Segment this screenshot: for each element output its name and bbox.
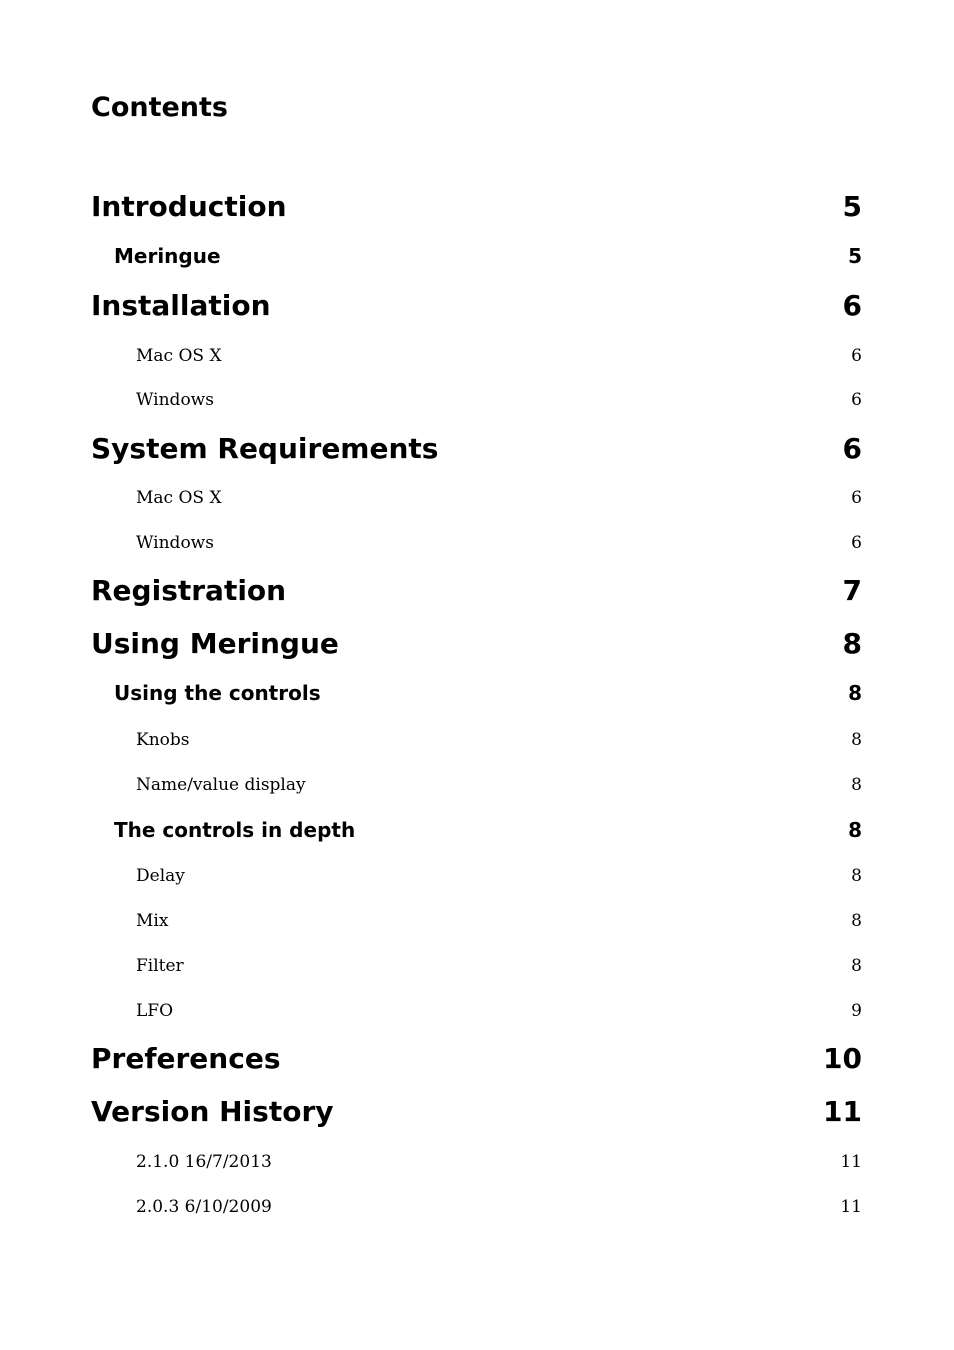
toc-entry-page: 8 <box>851 911 862 931</box>
toc-entry-requirements-windows[interactable] <box>91 523 862 563</box>
toc-entry-controls-in-depth[interactable] <box>91 810 862 850</box>
toc-entry-version-2-0-3[interactable] <box>91 1187 862 1227</box>
toc-entry-page: 5 <box>842 189 862 223</box>
toc-entry-page: 10 <box>823 1041 862 1075</box>
toc-entry-label: Windows <box>136 390 214 410</box>
toc-entry-name-value-display[interactable] <box>91 765 862 805</box>
toc-entry-introduction[interactable] <box>91 186 862 226</box>
toc-entry-label: 2.1.0 16/7/2013 <box>136 1152 272 1172</box>
toc-entry-page: 8 <box>848 818 862 842</box>
toc-entry-label: Version History <box>91 1094 334 1128</box>
toc-entry-page: 8 <box>848 681 862 705</box>
toc-entry-page: 7 <box>842 573 862 607</box>
toc-entry-label: Using the controls <box>114 681 321 705</box>
toc-entry-page: 11 <box>840 1197 862 1217</box>
toc-entry-label: Filter <box>136 956 184 976</box>
toc-entry-label: Mac OS X <box>136 346 222 366</box>
toc-entry-installation-mac-os-x[interactable] <box>91 336 862 376</box>
toc-entry-page: 6 <box>842 288 862 322</box>
toc-entry-label: Mix <box>136 911 169 931</box>
toc-entry-page: 8 <box>851 730 862 750</box>
toc-entry-preferences[interactable] <box>91 1038 862 1078</box>
toc-entry-installation-windows[interactable] <box>91 380 862 420</box>
toc-entry-page: 6 <box>851 390 862 410</box>
toc-entry-label: Mac OS X <box>136 488 222 508</box>
toc-entry-using-meringue[interactable] <box>91 623 862 663</box>
toc-entry-page: 8 <box>851 866 862 886</box>
toc-entry-label: Using Meringue <box>91 626 339 660</box>
toc-entry-label: Delay <box>136 866 185 886</box>
toc-entry-label: Name/value display <box>136 775 306 795</box>
toc-entry-label: Introduction <box>91 189 287 223</box>
toc-entry-knobs[interactable] <box>91 720 862 760</box>
toc-entry-page: 8 <box>851 775 862 795</box>
toc-entry-version-2-1-0[interactable] <box>91 1142 862 1182</box>
toc-entry-label: Registration <box>91 573 287 607</box>
toc-entry-label: Preferences <box>91 1041 281 1075</box>
toc-entry-page: 6 <box>842 431 862 465</box>
toc-entry-meringue[interactable] <box>91 236 862 276</box>
toc-entry-system-requirements[interactable] <box>91 428 862 468</box>
toc-entry-using-the-controls[interactable] <box>91 673 862 713</box>
toc-entry-label: 2.0.3 6/10/2009 <box>136 1197 272 1217</box>
toc-entry-lfo[interactable] <box>91 991 862 1031</box>
toc-entry-page: 8 <box>842 626 862 660</box>
toc-entry-page: 9 <box>851 1001 862 1021</box>
toc-entry-registration[interactable] <box>91 570 862 610</box>
toc-entry-label: System Requirements <box>91 431 439 465</box>
toc-entry-label: Meringue <box>114 244 221 268</box>
toc-entry-version-history[interactable] <box>91 1091 862 1131</box>
toc-entry-label: The controls in depth <box>114 818 356 842</box>
toc-entry-label: Knobs <box>136 730 190 750</box>
toc-entry-page: 11 <box>840 1152 862 1172</box>
toc-entry-mix[interactable] <box>91 901 862 941</box>
toc-entry-page: 6 <box>851 346 862 366</box>
toc-entry-delay[interactable] <box>91 856 862 896</box>
toc-entry-label: Windows <box>136 533 214 553</box>
toc-entry-filter[interactable] <box>91 946 862 986</box>
toc-entry-requirements-mac-os-x[interactable] <box>91 478 862 518</box>
toc-entry-page: 11 <box>823 1094 862 1128</box>
toc-entry-label: LFO <box>136 1001 174 1021</box>
page-title: Contents <box>91 92 229 123</box>
toc-entry-page: 6 <box>851 488 862 508</box>
toc-entry-installation[interactable] <box>91 285 862 325</box>
toc-entry-page: 8 <box>851 956 862 976</box>
toc-entry-label: Installation <box>91 288 271 322</box>
toc-entry-page: 6 <box>851 533 862 553</box>
toc-entry-page: 5 <box>848 244 862 268</box>
